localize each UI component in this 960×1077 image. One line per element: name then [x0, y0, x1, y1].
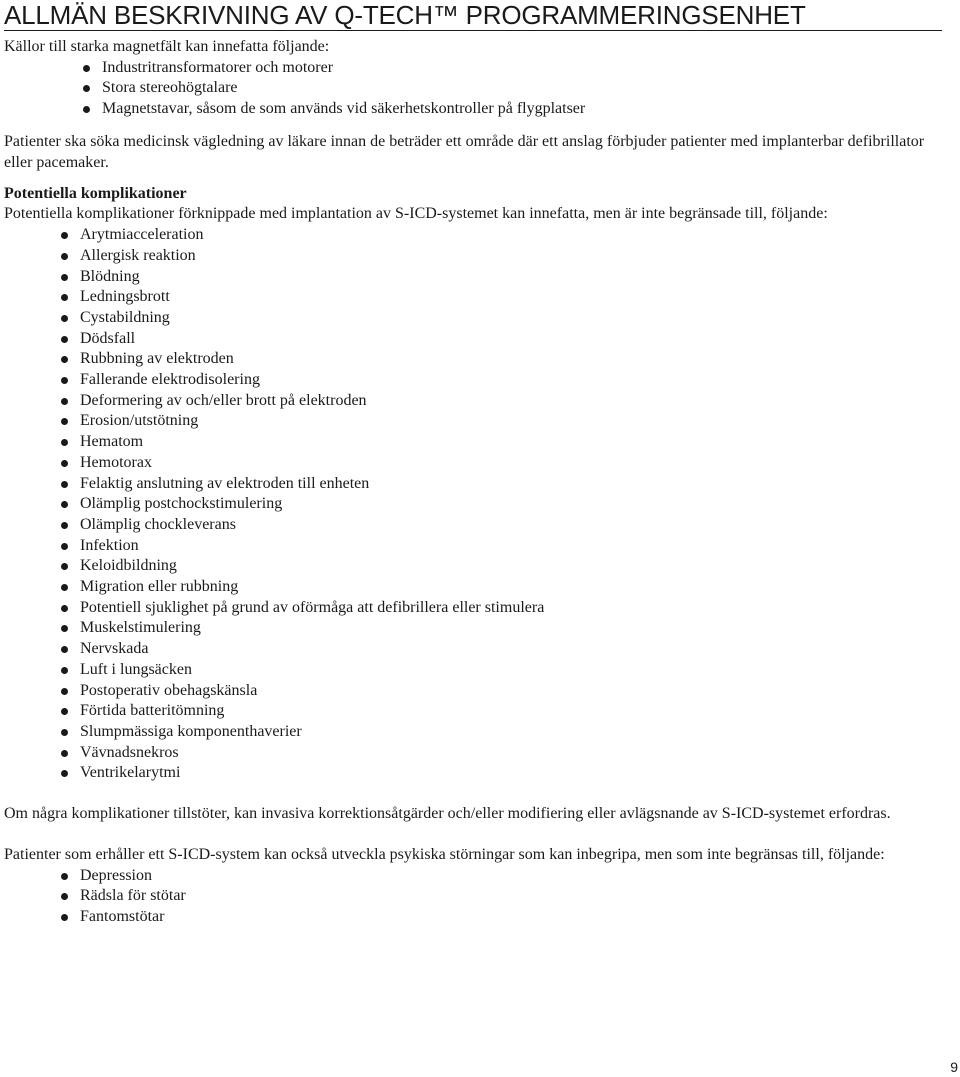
complications-intro: Potentiella komplikationer förknippade med implantation av S-ICD-systemet kan innefatta, men är inte begränsade till, följande: — [4, 205, 828, 223]
list-item: Fantomstötar — [54, 907, 940, 928]
list-item: Muskelstimulering — [54, 618, 940, 639]
list-item: Hemotorax — [54, 453, 940, 474]
medical-advice-paragraph: Patienter ska söka medicinsk vägledning av läkare innan de beträder ett område där ett anslag förbjuder patienter med implanterbar defibrillator eller pacemaker. — [4, 132, 925, 171]
list-item: Olämplig postchockstimulering — [54, 494, 940, 515]
list-item: Slumpmässiga komponenthaverier — [54, 722, 940, 743]
magnetic-sources-list — [76, 58, 940, 120]
list-item: Deformering av och/eller brott på elektroden — [54, 391, 940, 412]
list-item: Dödsfall — [54, 329, 940, 350]
list-item: Industritransformatorer och motorer — [76, 58, 940, 79]
list-item: Ledningsbrott — [54, 287, 940, 308]
list-item: Arytmiacceleration — [54, 225, 940, 246]
list-item: Förtida batteritömning — [54, 701, 940, 722]
list-item: Cystabildning — [54, 308, 940, 329]
complications-heading: Potentiella komplikationer — [4, 184, 187, 202]
list-item: Fallerande elektrodisolering — [54, 370, 940, 391]
list-item: Rubbning av elektroden — [54, 349, 940, 370]
page-number: 9 — [950, 1059, 958, 1075]
list-item: Luft i lungsäcken — [54, 660, 940, 681]
list-item: Stora stereohögtalare — [76, 78, 940, 99]
list-item: Potentiell sjuklighet på grund av oförmåga att defibrillera eller stimulera — [54, 598, 940, 619]
page-title: ALLMÄN BESKRIVNING AV Q-TECH™ PROGRAMMERINGSENHET — [4, 0, 942, 31]
list-item: Felaktig anslutning av elektroden till enheten — [54, 474, 940, 495]
list-item: Rädsla för stötar — [54, 886, 940, 907]
corrective-actions-paragraph: Om några komplikationer tillstöter, kan invasiva korrektionsåtgärder och/eller modifiering eller avlägsnande av S-ICD-systemet erfordras. — [4, 805, 891, 823]
list-item: Magnetstavar, såsom de som används vid säkerhetskontroller på flygplatser — [76, 99, 940, 120]
list-item: Allergisk reaktion — [54, 246, 940, 267]
list-item: Infektion — [54, 536, 940, 557]
list-item: Ventrikelarytmi — [54, 763, 940, 784]
list-item: Vävnadsnekros — [54, 743, 940, 764]
list-item: Keloidbildning — [54, 556, 940, 577]
complications-list — [54, 225, 940, 784]
magnetic-sources-intro: Källor till starka magnetfält kan innefatta följande: — [4, 38, 330, 55]
list-item: Postoperativ obehagskänsla — [54, 681, 940, 702]
list-item: Depression — [54, 866, 940, 887]
list-item: Nervskada — [54, 639, 940, 660]
psychological-list — [54, 866, 940, 928]
list-item: Olämplig chockleverans — [54, 515, 940, 536]
list-item: Migration eller rubbning — [54, 577, 940, 598]
list-item: Hematom — [54, 432, 940, 453]
psychological-intro: Patienter som erhåller ett S-ICD-system kan också utveckla psykiska störningar som kan inbegripa, men som inte begränsas till, följande: — [4, 845, 885, 863]
list-item: Erosion/utstötning — [54, 411, 940, 432]
document-body — [4, 37, 940, 928]
list-item: Blödning — [54, 267, 940, 288]
